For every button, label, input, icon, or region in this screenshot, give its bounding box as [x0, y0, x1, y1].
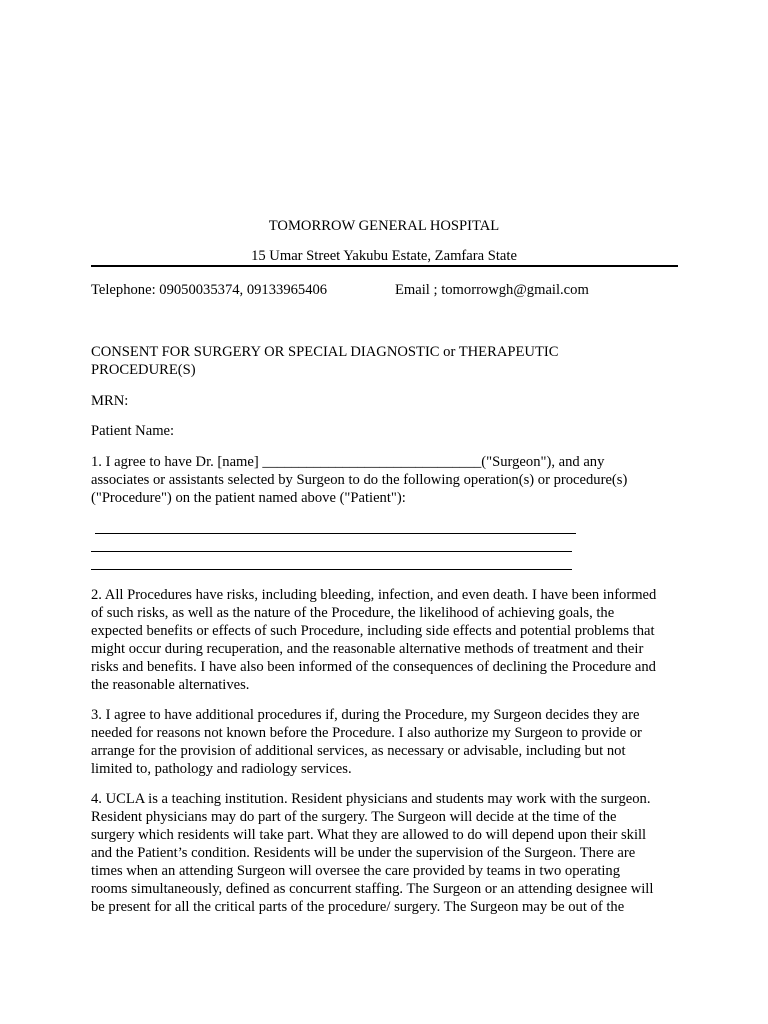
- paragraph-line: be present for all the critical parts of the procedure/ surgery. The Surgeon may be out of the: [91, 899, 625, 915]
- paragraph-line: expected benefits or effects of such Procedure, including side effects and potential problems that: [91, 623, 655, 639]
- paragraph-line: associates or assistants selected by Surgeon to do the following operation(s) or procedure(s): [91, 472, 628, 488]
- patient-name-label: Patient Name:: [91, 423, 175, 439]
- paragraph-line: arrange for the provision of additional services, as necessary or advisable, including but not: [91, 743, 626, 759]
- paragraph-line: times when an attending Surgeon will oversee the care provided by teams in two operating: [91, 863, 621, 879]
- form-title: CONSENT FOR SURGERY OR SPECIAL DIAGNOSTIC or THERAPEUTIC PROCEDURE(S): [91, 344, 559, 378]
- paragraph-3: [91, 706, 677, 778]
- paragraph-line: 4. UCLA is a teaching institution. Resident physicians and students may work with the surgeon.: [91, 791, 651, 807]
- procedure-blank-line-3[interactable]: [91, 569, 572, 570]
- paragraph-2: [91, 586, 677, 694]
- procedure-blank-line-1[interactable]: [95, 533, 576, 534]
- paragraph-line: and the Patient’s condition. Residents will be under the supervision of the Surgeon. There are: [91, 845, 636, 861]
- paragraph-line: the reasonable alternatives.: [91, 677, 250, 693]
- paragraph-line: 3. I agree to have additional procedures if, during the Procedure, my Surgeon decides they are: [91, 707, 640, 723]
- paragraph-line: rooms simultaneously, defined as concurrent staffing. The Surgeon or an attending designee will: [91, 881, 654, 897]
- paragraph-line: 1. I agree to have Dr. [name] ______________________________("Surgeon"), and any: [91, 454, 605, 470]
- document-page: [91, 0, 677, 1024]
- mrn-label: MRN:: [91, 393, 129, 409]
- paragraph-line: risks and benefits. I have also been informed of the consequences of declining the Procedure and: [91, 659, 656, 675]
- paragraph-4: [91, 790, 677, 916]
- paragraph-line: Resident physicians may do part of the surgery. The Surgeon will decide at the time of the: [91, 809, 617, 825]
- procedure-blank-line-2[interactable]: [91, 551, 572, 552]
- paragraph-line: limited to, pathology and radiology services.: [91, 761, 352, 777]
- header-divider: [91, 265, 678, 267]
- hospital-name: TOMORROW GENERAL HOSPITAL: [268, 218, 500, 234]
- paragraph-1: [91, 453, 677, 507]
- telephone-text: Telephone: 09050035374, 09133965406: [91, 282, 328, 298]
- paragraph-line: 2. All Procedures have risks, including bleeding, infection, and even death. I have been informed: [91, 587, 657, 603]
- paragraph-line: might occur during recuperation, and the reasonable alternative methods of treatment and their: [91, 641, 644, 657]
- paragraph-line: needed for reasons not known before the Procedure. I also authorize my Surgeon to provide or: [91, 725, 642, 741]
- paragraph-line: surgery which residents will take part. What they are allowed to do will depend upon their skill: [91, 827, 647, 843]
- paragraph-line: of such risks, as well as the nature of the Procedure, the likelihood of achieving goals, the: [91, 605, 615, 621]
- email-text: Email ; tomorrowgh@gmail.com: [395, 282, 589, 298]
- contact-line: [91, 281, 677, 299]
- hospital-address: 15 Umar Street Yakubu Estate, Zamfara State: [251, 248, 517, 264]
- paragraph-line: ("Procedure") on the patient named above ("Patient"):: [91, 490, 406, 506]
